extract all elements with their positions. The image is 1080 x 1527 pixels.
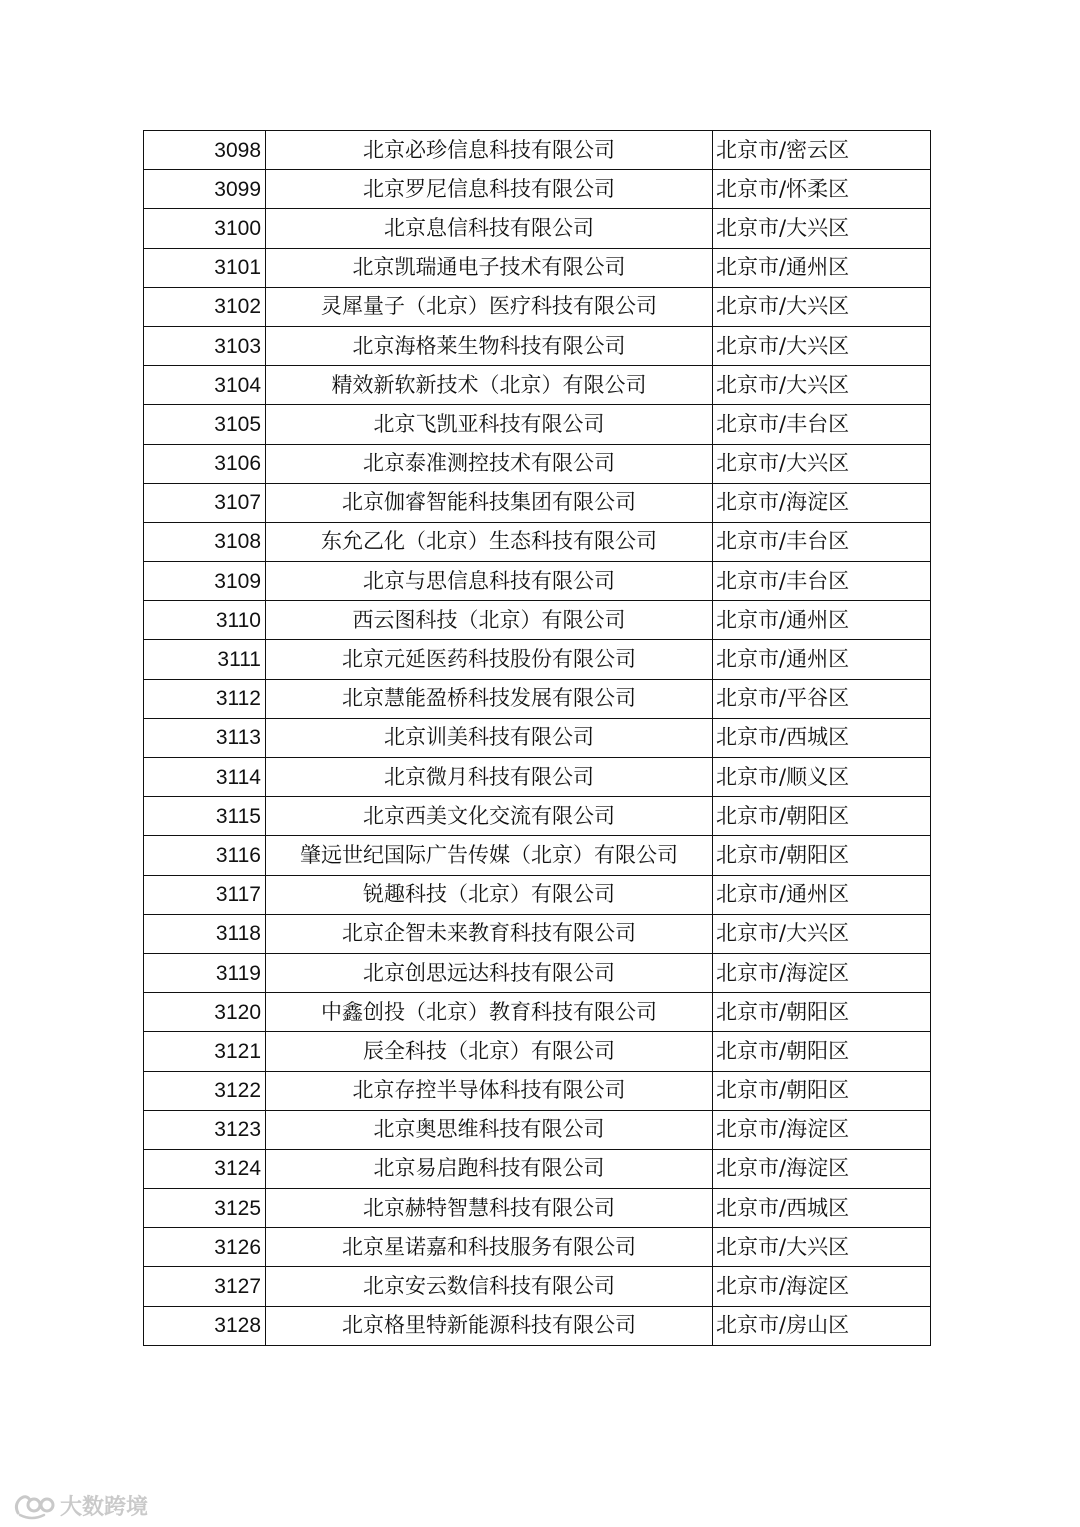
company-name-cell: 西云图科技（北京）有限公司	[266, 601, 713, 640]
row-number-cell: 3109	[144, 562, 266, 601]
watermark-logo-icon	[12, 1491, 56, 1521]
district-cell: 北京市/海淀区	[713, 953, 931, 992]
district-cell: 北京市/丰台区	[713, 522, 931, 561]
table-row	[144, 1032, 931, 1071]
row-number-cell: 3111	[144, 640, 266, 679]
table-row	[144, 797, 931, 836]
district-cell: 北京市/顺义区	[713, 758, 931, 797]
company-name-cell: 北京必珍信息科技有限公司	[266, 131, 713, 170]
company-name-cell: 北京微月科技有限公司	[266, 758, 713, 797]
table-row	[144, 1149, 931, 1188]
row-number-cell: 3101	[144, 248, 266, 287]
company-name-cell: 北京企智未来教育科技有限公司	[266, 914, 713, 953]
district-cell: 北京市/大兴区	[713, 914, 931, 953]
table-row	[144, 914, 931, 953]
company-name-cell: 北京飞凯亚科技有限公司	[266, 405, 713, 444]
district-cell: 北京市/海淀区	[713, 1267, 931, 1306]
row-number-cell: 3106	[144, 444, 266, 483]
row-number-cell: 3120	[144, 993, 266, 1032]
district-cell: 北京市/大兴区	[713, 326, 931, 365]
table-row	[144, 131, 931, 170]
company-name-cell: 辰全科技（北京）有限公司	[266, 1032, 713, 1071]
district-cell: 北京市/大兴区	[713, 287, 931, 326]
row-number-cell: 3113	[144, 718, 266, 757]
table-row	[144, 953, 931, 992]
table-row	[144, 836, 931, 875]
table-row	[144, 287, 931, 326]
table-row	[144, 209, 931, 248]
company-name-cell: 北京息信科技有限公司	[266, 209, 713, 248]
district-cell: 北京市/怀柔区	[713, 170, 931, 209]
company-name-cell: 北京罗尼信息科技有限公司	[266, 170, 713, 209]
table-row	[144, 522, 931, 561]
district-cell: 北京市/朝阳区	[713, 1071, 931, 1110]
table-row	[144, 1071, 931, 1110]
table-row	[144, 718, 931, 757]
row-number-cell: 3108	[144, 522, 266, 561]
table-row	[144, 1306, 931, 1345]
table-row	[144, 993, 931, 1032]
row-number-cell: 3105	[144, 405, 266, 444]
district-cell: 北京市/西城区	[713, 718, 931, 757]
district-cell: 北京市/通州区	[713, 601, 931, 640]
table-row	[144, 1267, 931, 1306]
district-cell: 北京市/大兴区	[713, 366, 931, 405]
row-number-cell: 3112	[144, 679, 266, 718]
table-row	[144, 1189, 931, 1228]
row-number-cell: 3127	[144, 1267, 266, 1306]
row-number-cell: 3121	[144, 1032, 266, 1071]
row-number-cell: 3125	[144, 1189, 266, 1228]
company-name-cell: 北京伽睿智能科技集团有限公司	[266, 483, 713, 522]
company-name-cell: 北京星诺嘉和科技服务有限公司	[266, 1228, 713, 1267]
company-name-cell: 北京安云数信科技有限公司	[266, 1267, 713, 1306]
district-cell: 北京市/通州区	[713, 248, 931, 287]
district-cell: 北京市/海淀区	[713, 1110, 931, 1149]
row-number-cell: 3099	[144, 170, 266, 209]
table-row	[144, 1228, 931, 1267]
district-cell: 北京市/密云区	[713, 131, 931, 170]
row-number-cell: 3107	[144, 483, 266, 522]
row-number-cell: 3114	[144, 758, 266, 797]
row-number-cell: 3118	[144, 914, 266, 953]
district-cell: 北京市/通州区	[713, 640, 931, 679]
row-number-cell: 3116	[144, 836, 266, 875]
company-table-body	[144, 131, 931, 1346]
company-name-cell: 北京元延医药科技股份有限公司	[266, 640, 713, 679]
company-name-cell: 北京格里特新能源科技有限公司	[266, 1306, 713, 1345]
district-cell: 北京市/丰台区	[713, 562, 931, 601]
company-name-cell: 精效新软新技术（北京）有限公司	[266, 366, 713, 405]
watermark-text: 大数跨境	[60, 1495, 149, 1520]
table-row	[144, 170, 931, 209]
company-name-cell: 灵犀量子（北京）医疗科技有限公司	[266, 287, 713, 326]
company-name-cell: 北京泰准测控技术有限公司	[266, 444, 713, 483]
company-name-cell: 北京海格莱生物科技有限公司	[266, 326, 713, 365]
row-number-cell: 3115	[144, 797, 266, 836]
company-name-cell: 北京凯瑞通电子技术有限公司	[266, 248, 713, 287]
row-number-cell: 3126	[144, 1228, 266, 1267]
row-number-cell: 3103	[144, 326, 266, 365]
row-number-cell: 3128	[144, 1306, 266, 1345]
district-cell: 北京市/海淀区	[713, 483, 931, 522]
row-number-cell: 3122	[144, 1071, 266, 1110]
row-number-cell: 3098	[144, 131, 266, 170]
company-name-cell: 北京训美科技有限公司	[266, 718, 713, 757]
company-name-cell: 锐趣科技（北京）有限公司	[266, 875, 713, 914]
company-name-cell: 北京创思远达科技有限公司	[266, 953, 713, 992]
company-name-cell: 肇远世纪国际广告传媒（北京）有限公司	[266, 836, 713, 875]
table-row	[144, 326, 931, 365]
table-row	[144, 601, 931, 640]
district-cell: 北京市/房山区	[713, 1306, 931, 1345]
row-number-cell: 3100	[144, 209, 266, 248]
company-name-cell: 北京慧能盈桥科技发展有限公司	[266, 679, 713, 718]
district-cell: 北京市/朝阳区	[713, 1032, 931, 1071]
district-cell: 北京市/丰台区	[713, 405, 931, 444]
table-row	[144, 875, 931, 914]
row-number-cell: 3119	[144, 953, 266, 992]
watermark	[12, 1490, 148, 1521]
district-cell: 北京市/海淀区	[713, 1149, 931, 1188]
table-row	[144, 405, 931, 444]
district-cell: 北京市/大兴区	[713, 1228, 931, 1267]
table-row	[144, 562, 931, 601]
district-cell: 北京市/朝阳区	[713, 993, 931, 1032]
row-number-cell: 3124	[144, 1149, 266, 1188]
table-row	[144, 444, 931, 483]
district-cell: 北京市/大兴区	[713, 444, 931, 483]
district-cell: 北京市/朝阳区	[713, 836, 931, 875]
district-cell: 北京市/平谷区	[713, 679, 931, 718]
table-row	[144, 758, 931, 797]
table-row	[144, 483, 931, 522]
company-name-cell: 中鑫创投（北京）教育科技有限公司	[266, 993, 713, 1032]
district-cell: 北京市/通州区	[713, 875, 931, 914]
company-name-cell: 北京奥思维科技有限公司	[266, 1110, 713, 1149]
company-table	[143, 130, 931, 1346]
company-name-cell: 北京易启跑科技有限公司	[266, 1149, 713, 1188]
district-cell: 北京市/西城区	[713, 1189, 931, 1228]
district-cell: 北京市/朝阳区	[713, 797, 931, 836]
company-name-cell: 北京赫特智慧科技有限公司	[266, 1189, 713, 1228]
table-row	[144, 640, 931, 679]
district-cell: 北京市/大兴区	[713, 209, 931, 248]
company-name-cell: 东允乙化（北京）生态科技有限公司	[266, 522, 713, 561]
company-name-cell: 北京存控半导体科技有限公司	[266, 1071, 713, 1110]
table-row	[144, 248, 931, 287]
table-row	[144, 679, 931, 718]
company-name-cell: 北京西美文化交流有限公司	[266, 797, 713, 836]
row-number-cell: 3102	[144, 287, 266, 326]
row-number-cell: 3123	[144, 1110, 266, 1149]
row-number-cell: 3110	[144, 601, 266, 640]
row-number-cell: 3104	[144, 366, 266, 405]
table-row	[144, 1110, 931, 1149]
company-name-cell: 北京与思信息科技有限公司	[266, 562, 713, 601]
row-number-cell: 3117	[144, 875, 266, 914]
table-row	[144, 366, 931, 405]
